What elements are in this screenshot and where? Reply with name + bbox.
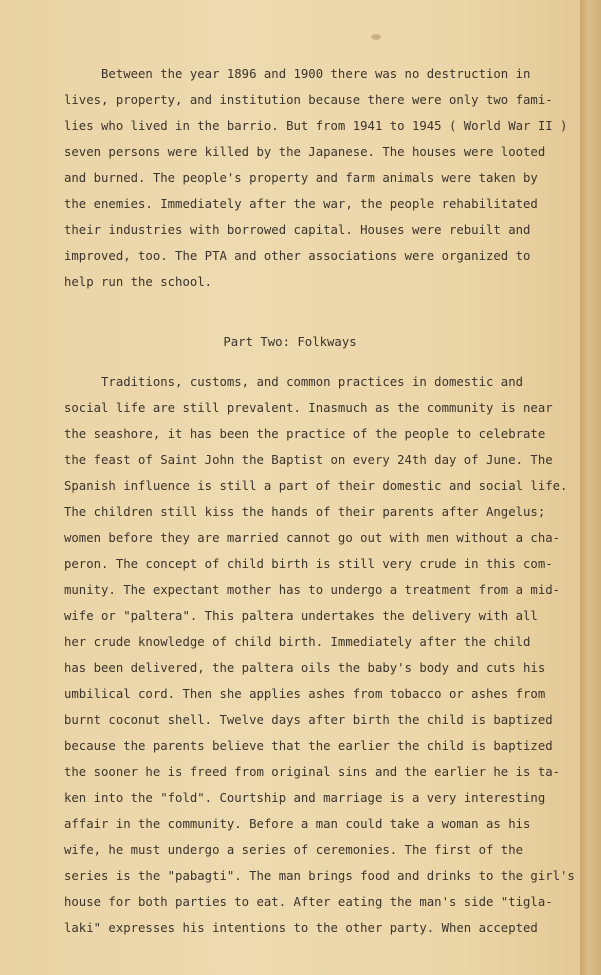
text-line: the feast of Saint John the Baptist on every 24th day of June. The xyxy=(64,453,553,467)
text-line: ken into the "fold". Courtship and marriage is a very interesting xyxy=(64,791,546,805)
text-line: Spanish influence is still a part of their domestic and social life. xyxy=(64,479,568,493)
text-line: women before they are married cannot go out with men without a cha- xyxy=(64,531,561,545)
paragraph-history xyxy=(64,61,570,295)
text-line: their industries with borrowed capital. Houses were rebuilt and xyxy=(64,223,531,237)
paragraph-folkways xyxy=(64,369,575,941)
text-line: has been delivered, the paltera oils the baby's body and cuts his xyxy=(64,661,546,675)
text-line: burnt coconut shell. Twelve days after birth the child is baptized xyxy=(64,713,553,727)
text-line: affair in the community. Before a man could take a woman as his xyxy=(64,817,531,831)
text-line: Traditions, customs, and common practices in domestic and xyxy=(64,375,524,389)
text-line: her crude knowledge of child birth. Immediately after the child xyxy=(64,635,531,649)
text-line: wife or "paltera". This paltera undertakes the delivery with all xyxy=(64,609,538,623)
text-line: lies who lived in the barrio. But from 1941 to 1945 ( World War II ) xyxy=(64,119,568,133)
text-line: because the parents believe that the earlier the child is baptized xyxy=(64,739,553,753)
text-line: umbilical cord. Then she applies ashes from tobacco or ashes from xyxy=(64,687,546,701)
text-line: series is the "pabagti". The man brings food and drinks to the girl's xyxy=(64,869,575,883)
text-line: The children still kiss the hands of their parents after Angelus; xyxy=(64,505,546,519)
text-line: peron. The concept of child birth is still very crude in this com- xyxy=(64,557,553,571)
text-line: seven persons were killed by the Japanese. The houses were looted xyxy=(64,145,546,159)
text-line: laki" expresses his intentions to the other party. When accepted xyxy=(64,921,538,935)
text-line: the enemies. Immediately after the war, the people rehabilitated xyxy=(64,197,538,211)
text-line: and burned. The people's property and farm animals were taken by xyxy=(64,171,538,185)
text-line: help run the school. xyxy=(64,275,213,289)
text-line: the sooner he is freed from original sins and the earlier he is ta- xyxy=(64,765,561,779)
text-line: wife, he must undergo a series of ceremonies. The first of the xyxy=(64,843,524,857)
text-line: munity. The expectant mother has to undergo a treatment from a mid- xyxy=(64,583,561,597)
text-line: Between the year 1896 and 1900 there was no destruction in xyxy=(64,67,531,81)
text-line: improved, too. The PTA and other associations were organized to xyxy=(64,249,531,263)
text-line: house for both parties to eat. After eating the man's side "tigla- xyxy=(64,895,553,909)
punch-hole xyxy=(371,34,381,40)
paper-edge xyxy=(580,0,601,975)
section-heading: Part Two: Folkways xyxy=(223,335,357,349)
text-line: social life are still prevalent. Inasmuch as the community is near xyxy=(64,401,553,415)
text-line: lives, property, and institution because there were only two fami- xyxy=(64,93,553,107)
text-line: the seashore, it has been the practice of the people to celebrate xyxy=(64,427,546,441)
